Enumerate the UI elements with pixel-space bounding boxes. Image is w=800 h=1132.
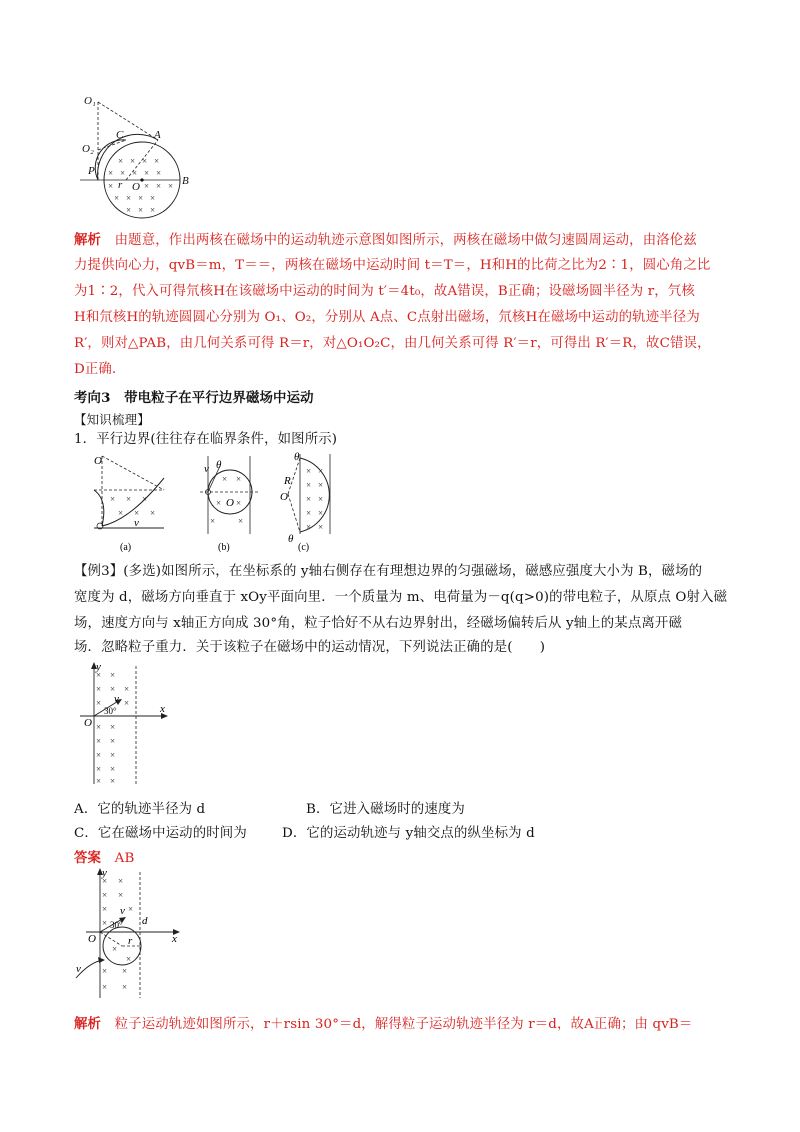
svg-text:×: ×	[108, 168, 114, 178]
label-A: A	[154, 129, 161, 141]
label-R-c: R	[284, 475, 291, 487]
svg-text:×: ×	[96, 722, 102, 732]
label-O-c: O	[280, 491, 288, 503]
label-r: r	[118, 179, 123, 191]
analysis-1-line-4: H和氘核H的轨迹圆圆心分别为 O₁、O₂，分别从 A点、C点射出磁场，氘核H在磁场中运动的轨迹半径为	[74, 310, 700, 325]
svg-text:×: ×	[134, 508, 140, 518]
caption-a: (a)	[120, 542, 132, 553]
caption-c: (c)	[298, 542, 310, 553]
svg-text:×: ×	[114, 193, 120, 203]
analysis-1-line-1: 解析 由题意，作出两核在磁场中的运动轨迹示意图如图所示，两核在磁场中做匀速圆周运动，由洛伦兹	[74, 232, 697, 248]
svg-text:×: ×	[110, 684, 116, 694]
svg-text:×: ×	[318, 508, 324, 518]
label-r-4: r	[128, 935, 133, 947]
svg-text:×: ×	[306, 466, 312, 476]
svg-text:×: ×	[126, 494, 132, 504]
option-D: D．它的运动轨迹与 y轴交点的纵坐标为 d	[282, 826, 535, 841]
label-y-3: y	[96, 661, 101, 673]
svg-text:×: ×	[138, 205, 144, 215]
svg-text:×: ×	[150, 508, 156, 518]
svg-text:×: ×	[96, 764, 102, 774]
svg-text:×: ×	[118, 156, 124, 166]
svg-text:×: ×	[126, 205, 132, 215]
label-O-a: O	[94, 455, 102, 467]
svg-text:×: ×	[102, 904, 108, 914]
svg-text:×: ×	[110, 722, 116, 732]
svg-text:×: ×	[124, 698, 130, 708]
svg-text:×: ×	[118, 876, 124, 886]
svg-text:×: ×	[102, 918, 108, 928]
svg-text:×: ×	[122, 982, 128, 992]
svg-text:×: ×	[110, 776, 116, 786]
label-theta-c-top: θ	[294, 451, 300, 463]
svg-text:×: ×	[124, 684, 130, 694]
analysis-1-tag: 解析	[74, 232, 102, 248]
example-3-line-1: 【例3】(多选)如图所示，在坐标系的 y轴右侧存在有理想边界的匀强磁场，磁感应强度大小为 B，磁场的	[74, 564, 703, 579]
svg-text:×: ×	[128, 904, 134, 914]
parallel-boundary-item: 1．平行边界(往往存在临界条件，如图所示)	[74, 432, 338, 447]
svg-text:×: ×	[120, 168, 126, 178]
answer-tag: 答案	[74, 850, 102, 866]
analysis-2-tag: 解析	[74, 1016, 102, 1032]
analysis-1-line-6: D正确．	[74, 362, 126, 377]
svg-text:×: ×	[102, 876, 108, 886]
svg-text:×: ×	[126, 193, 132, 203]
svg-text:×: ×	[222, 474, 228, 484]
example-3-line-2: 宽度为 d，磁场方向垂直于 xOy平面向里．一个质量为 m、电荷量为－q(q>0)的带电粒子，从原点 O射入磁	[74, 590, 728, 605]
svg-text:×: ×	[236, 498, 242, 508]
label-angle-4: 30°	[110, 920, 123, 930]
svg-text:×: ×	[238, 516, 244, 526]
svg-text:×: ×	[154, 156, 160, 166]
svg-text:×: ×	[210, 516, 216, 526]
label-O1: O₁	[84, 95, 96, 107]
svg-text:×: ×	[132, 168, 138, 178]
svg-text:×: ×	[96, 736, 102, 746]
svg-text:×: ×	[168, 181, 174, 191]
label-x-4: x	[172, 933, 177, 945]
label-theta-b: θ	[216, 459, 222, 471]
svg-text:×: ×	[110, 670, 116, 680]
figure-answer-trajectory	[72, 866, 190, 1004]
label-x-3: x	[160, 703, 165, 715]
svg-text:×: ×	[118, 890, 124, 900]
label-v-4-bottom: v	[76, 963, 81, 975]
svg-text:×: ×	[150, 205, 156, 215]
svg-text:×: ×	[96, 670, 102, 680]
svg-text:×: ×	[96, 684, 102, 694]
label-O-3: O	[84, 717, 92, 729]
label-angle-3: 30°	[104, 706, 117, 716]
svg-text:×: ×	[318, 480, 324, 490]
svg-text:×: ×	[110, 750, 116, 760]
analysis-1-line-5: R′，则对△PAB，由几何关系可得 R＝r，对△O₁O₂C，由几何关系可得 R′＝r，可得出 R′＝R，故C错误，	[74, 336, 711, 351]
svg-text:×: ×	[306, 480, 312, 490]
svg-text:×: ×	[102, 966, 108, 976]
svg-text:×: ×	[306, 508, 312, 518]
knowledge-subheading: 【知识梳理】	[74, 412, 150, 427]
label-B: B	[182, 175, 189, 187]
label-C: C	[116, 129, 124, 141]
label-theta-c-bottom: θ	[288, 533, 294, 545]
svg-text:×: ×	[138, 193, 144, 203]
option-C: C．它在磁场中运动的时间为	[74, 826, 247, 841]
analysis-1-line-3: 为1∶2，代入可得氘核H在该磁场中运动的时间为 t′＝4t₀，故A错误，B正确；设磁场圆半径为 r，氕核	[74, 284, 695, 299]
label-O-4: O	[88, 933, 96, 945]
svg-text:×: ×	[318, 522, 324, 532]
label-P: P	[88, 165, 95, 177]
svg-text:×: ×	[108, 181, 114, 191]
figure-parallel-b	[196, 452, 262, 554]
svg-text:×: ×	[144, 181, 150, 191]
label-v-a: v	[134, 517, 139, 529]
label-O: O	[132, 181, 140, 193]
svg-text:×: ×	[144, 168, 150, 178]
example-3-line-4: 场．忽略粒子重力．关于该粒子在磁场中的运动情况，下列说法正确的是( )	[74, 640, 546, 655]
caption-b: (b)	[218, 542, 230, 553]
svg-text:×: ×	[142, 494, 148, 504]
figure-two-nuclei-circle-field	[78, 92, 198, 222]
label-v-4-top: v	[120, 905, 125, 917]
section-heading: 考向3 带电粒子在平行边界磁场中运动	[74, 390, 314, 406]
svg-text:×: ×	[306, 522, 312, 532]
svg-text:×: ×	[96, 750, 102, 760]
svg-text:×: ×	[118, 508, 124, 518]
svg-text:×: ×	[156, 168, 162, 178]
svg-text:×: ×	[306, 494, 312, 504]
svg-text:×: ×	[110, 736, 116, 746]
svg-text:×: ×	[102, 982, 108, 992]
svg-text:×: ×	[130, 156, 136, 166]
svg-text:×: ×	[110, 764, 116, 774]
svg-text:×: ×	[318, 494, 324, 504]
option-A: A．它的轨迹半径为 d	[74, 802, 206, 817]
label-v-3: v	[114, 693, 119, 705]
option-B: B．它进入磁场时的速度为	[306, 802, 465, 817]
svg-text:×: ×	[236, 474, 242, 484]
svg-text:×: ×	[142, 156, 148, 166]
label-v-b: v	[204, 463, 209, 475]
svg-text:×: ×	[112, 944, 118, 954]
label-y-4: y	[102, 867, 107, 879]
label-O-b: O	[226, 497, 234, 509]
label-O2: O₂	[82, 143, 94, 155]
answer-value: AB	[114, 851, 135, 866]
figure-parallel-a	[90, 450, 176, 554]
svg-text:×: ×	[110, 494, 116, 504]
figure-example-3	[80, 660, 180, 790]
svg-text:×: ×	[102, 890, 108, 900]
figure-parallel-c	[280, 450, 344, 554]
svg-text:×: ×	[156, 181, 162, 191]
svg-text:×: ×	[122, 966, 128, 976]
label-d-4: d	[142, 915, 148, 927]
svg-text:×: ×	[318, 466, 324, 476]
svg-text:×: ×	[150, 193, 156, 203]
analysis-2: 解析 粒子运动轨迹如图所示，r＋rsin 30°＝d，解得粒子运动轨迹半径为 r＝d，故A正确；由 qvB＝	[74, 1016, 693, 1032]
example-3-line-3: 场，速度方向与 x轴正方向成 30°角，粒子恰好不从右边界射出，经磁场偏转后从 y轴上的某点离开磁	[74, 616, 682, 631]
svg-text:×: ×	[96, 698, 102, 708]
analysis-1-line-2: 力提供向心力，qvB＝m，T＝＝，两核在磁场中运动时间 t＝T＝，H和H的比荷之比为2∶1，圆心角之比	[74, 258, 711, 273]
svg-text:×: ×	[126, 954, 132, 964]
svg-text:×: ×	[96, 776, 102, 786]
svg-text:×: ×	[216, 498, 222, 508]
